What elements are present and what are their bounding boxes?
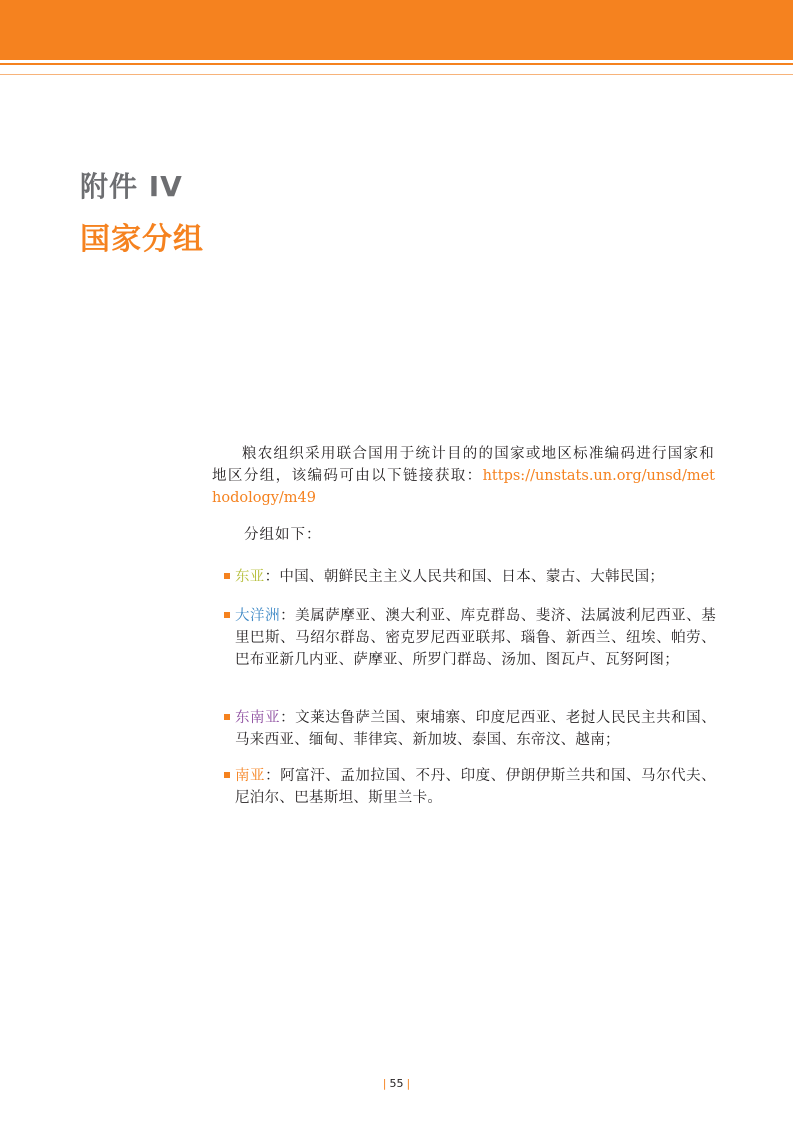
group-members: 中国、朝鲜民主主义人民共和国、日本、蒙古、大韩民国； [279, 569, 665, 585]
group-name: 东亚 [235, 569, 265, 585]
group-separator: ： [265, 768, 281, 784]
bullet-icon [224, 573, 230, 579]
group-oceania [224, 605, 716, 671]
group-south-asia [224, 765, 716, 809]
header-thin-rule [0, 74, 793, 75]
group-members: 文莱达鲁萨兰国、柬埔寨、印度尼西亚、老挝人民民主共和国、马来西亚、缅甸、菲律宾、新加坡、泰国、东帝汶、越南； [235, 710, 716, 748]
group-name: 南亚 [235, 768, 266, 784]
bullet-icon [224, 612, 230, 618]
group-separator: ： [280, 608, 296, 624]
group-name: 东南亚 [235, 710, 281, 726]
group-name: 大洋洲 [235, 608, 281, 624]
group-separator: ： [280, 710, 296, 726]
header-rule [0, 63, 793, 65]
group-members: 美属萨摩亚、澳大利亚、库克群岛、斐济、法属波利尼西亚、基里巴斯、马绍尔群岛、密克罗尼西亚联邦、瑙鲁、新西兰、纽埃、帕劳、巴布亚新几内亚、萨摩亚、所罗门群岛、汤加、图瓦卢、瓦努阿图； [235, 608, 716, 668]
groups-intro: 分组如下： [244, 527, 322, 543]
header-bar [0, 0, 793, 60]
page-number-bar-left: | [382, 1077, 387, 1090]
annex-title: 国家分组 [80, 222, 204, 257]
intro-text: 粮农组织采用联合国用于统计目的的国家或地区标准编码进行国家和地区分组，该编码可由以下链接获取： [212, 446, 715, 484]
intro-paragraph [212, 443, 715, 509]
annex-label: 附件 IV [80, 170, 183, 203]
group-east-asia [224, 566, 716, 588]
group-members: 阿富汗、孟加拉国、不丹、印度、伊朗伊斯兰共和国、马尔代夫、尼泊尔、巴基斯坦、斯里兰卡。 [235, 768, 716, 806]
m49-link[interactable]: https://unstats.un.org/unsd/methodology/m49 [212, 468, 715, 506]
group-southeast-asia [224, 707, 716, 751]
bullet-icon [224, 772, 230, 778]
group-separator: ： [264, 569, 280, 585]
bullet-icon [224, 714, 230, 720]
page-number-bar-right: | [406, 1077, 411, 1090]
page-number-value: 55 [389, 1077, 404, 1090]
page-number [0, 1077, 793, 1090]
